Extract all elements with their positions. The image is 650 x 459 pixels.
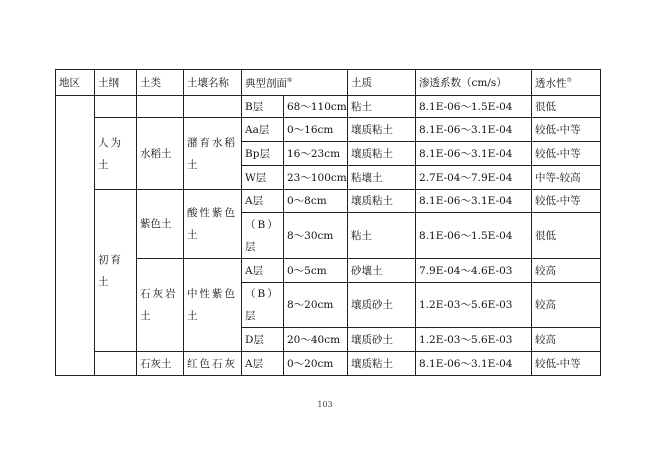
texture-cell: 粘土 [348, 96, 416, 118]
order-cell [95, 352, 137, 376]
coefficient-cell: 8.1E-06～3.1E-04 [416, 142, 532, 166]
coefficient-cell: 7.9E-04～4.6E-03 [416, 259, 532, 283]
name-acid-purple: 酸性紫色土 [184, 190, 242, 259]
layer-cell: D层 [242, 328, 284, 352]
texture-cell: 壤质粘土 [348, 190, 416, 213]
depth-cell: 8～30cm [284, 213, 348, 259]
header-order: 土纲 [95, 70, 137, 96]
header-region: 地区 [56, 70, 95, 96]
class-limestone: 石灰土 [137, 352, 184, 376]
class-paddy: 水稻土 [137, 118, 184, 190]
order-primary: 初育土 [95, 190, 137, 352]
name-red-limestone: 红色石灰 [184, 352, 242, 376]
texture-cell: 壤质粘土 [348, 142, 416, 166]
texture-cell: 粘土 [348, 213, 416, 259]
header-row [56, 70, 601, 96]
name-waterlogged-paddy: 潴育水稻土 [184, 118, 242, 190]
permeability-cell: 较高 [532, 283, 601, 328]
coefficient-cell: 8.1E-06～3.1E-04 [416, 352, 532, 376]
header-group: 土类 [137, 70, 184, 96]
coefficient-cell: 1.2E-03～5.6E-03 [416, 283, 532, 328]
depth-cell: 20～40cm [284, 328, 348, 352]
order-cell [95, 96, 137, 118]
texture-cell: 壤质砂土 [348, 283, 416, 328]
header-soil-name: 土壤名称 [184, 70, 242, 96]
header-profile-note: ⑥ [287, 77, 293, 85]
texture-cell: 壤质砂土 [348, 328, 416, 352]
class-limestone-lithic: 石灰岩土 [137, 259, 184, 352]
depth-cell: 68～110cm [284, 96, 348, 118]
layer-cell: Aa层 [242, 118, 284, 142]
header-profile [242, 70, 348, 96]
order-anthro: 人为土 [95, 118, 137, 190]
permeability-cell: 中等-较高 [532, 166, 601, 190]
layer-cell: （B）层 [242, 213, 284, 259]
depth-cell: 8～20cm [284, 283, 348, 328]
coefficient-cell: 8.1E-06～3.1E-04 [416, 190, 532, 213]
layer-cell: W层 [242, 166, 284, 190]
texture-cell: 壤质粘土 [348, 118, 416, 142]
soil-permeability-table [55, 69, 601, 376]
table-row [56, 118, 601, 142]
layer-cell: （B）层 [242, 283, 284, 328]
table-row [56, 259, 601, 283]
permeability-cell: 很低 [532, 213, 601, 259]
coefficient-cell: 8.1E-06～1.5E-04 [416, 96, 532, 118]
depth-cell: 0～16cm [284, 118, 348, 142]
layer-cell: A层 [242, 259, 284, 283]
layer-cell: A层 [242, 190, 284, 213]
layer-cell: B层 [242, 96, 284, 118]
texture-cell: 壤质粘土 [348, 352, 416, 376]
layer-cell: Bp层 [242, 142, 284, 166]
permeability-cell: 较低-中等 [532, 352, 601, 376]
class-purple: 紫色土 [137, 190, 184, 259]
coefficient-cell: 8.1E-06～3.1E-04 [416, 118, 532, 142]
texture-cell: 砂壤土 [348, 259, 416, 283]
permeability-cell: 较低-中等 [532, 118, 601, 142]
depth-cell: 0～8cm [284, 190, 348, 213]
header-permeability-label: 透水性 [535, 77, 567, 90]
permeability-cell: 很低 [532, 96, 601, 118]
soil-name-cell [184, 96, 242, 118]
region-cell [56, 96, 95, 376]
depth-cell: 0～5cm [284, 259, 348, 283]
group-cell [137, 96, 184, 118]
permeability-cell: 较高 [532, 328, 601, 352]
header-coefficient: 渗透系数（cm/s） [416, 70, 532, 96]
permeability-cell: 较低-中等 [532, 142, 601, 166]
header-profile-label: 典型剖面 [245, 77, 287, 90]
coefficient-cell: 2.7E-04～7.9E-04 [416, 166, 532, 190]
table-row [56, 190, 601, 213]
layer-cell: A层 [242, 352, 284, 376]
depth-cell: 23～100cm [284, 166, 348, 190]
page-number: 103 [317, 400, 333, 409]
coefficient-cell: 8.1E-06～1.5E-04 [416, 213, 532, 259]
depth-cell: 16～23cm [284, 142, 348, 166]
header-permeability-note: ⑦ [566, 77, 572, 85]
header-texture: 土质 [348, 70, 416, 96]
permeability-cell: 较高 [532, 259, 601, 283]
depth-cell: 0～20cm [284, 352, 348, 376]
header-permeability [532, 70, 601, 96]
name-neutral-purple: 中性紫色土 [184, 259, 242, 352]
permeability-cell: 较低-中等 [532, 190, 601, 213]
coefficient-cell: 1.2E-03～5.6E-03 [416, 328, 532, 352]
texture-cell: 粘壤土 [348, 166, 416, 190]
table-row [56, 352, 601, 376]
table-row [56, 96, 601, 118]
